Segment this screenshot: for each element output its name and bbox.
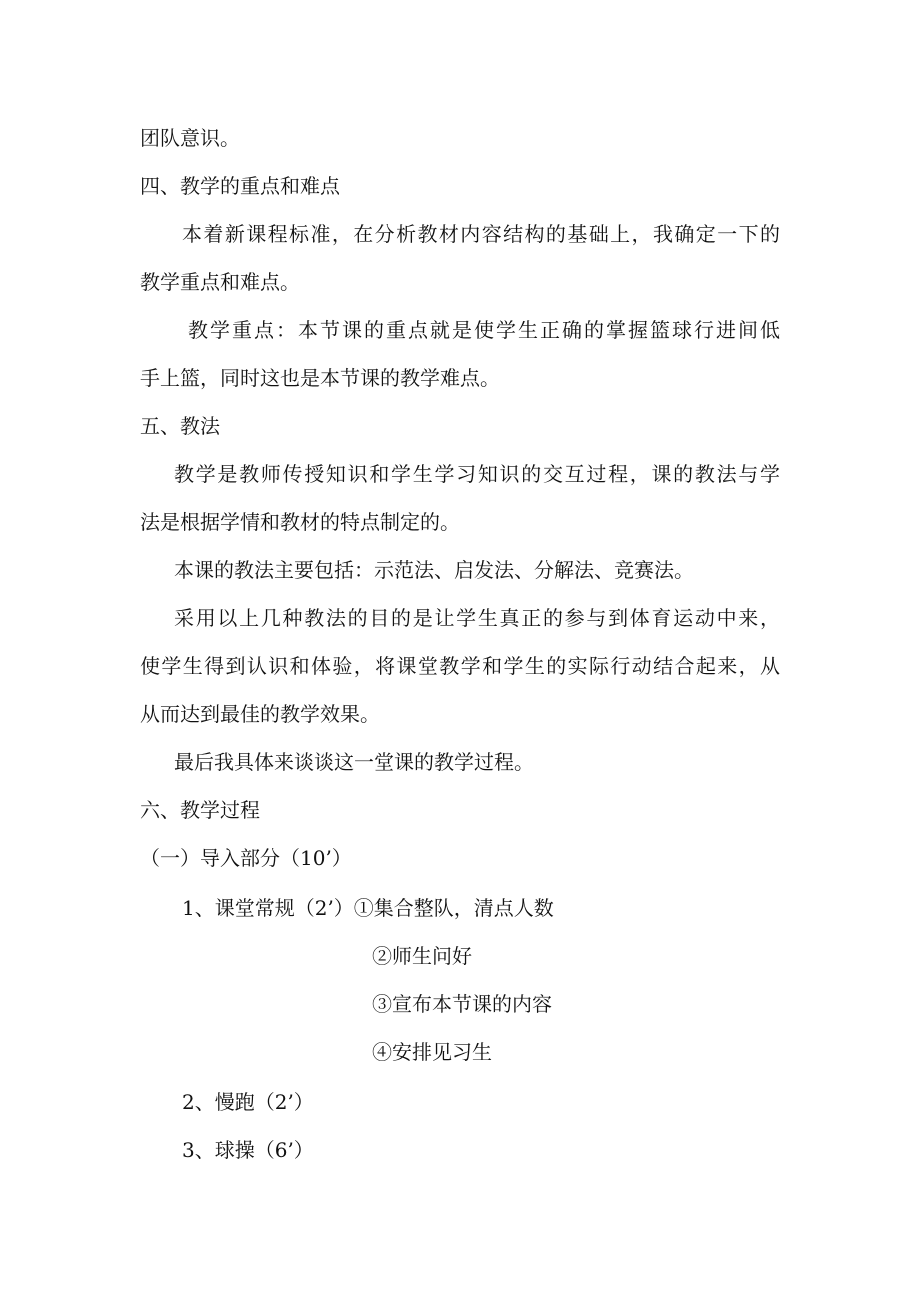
list-item: 3、球操（6’） bbox=[182, 1138, 314, 1162]
text-line: 最后我具体来谈谈这一堂课的教学过程。 bbox=[174, 750, 534, 774]
text-line: 本着新课程标准，在分析教材内容结构的基础上，我确定一下的 bbox=[182, 222, 780, 246]
text-line: 教学重点和难点。 bbox=[140, 270, 300, 294]
text-line: 教学是教师传授知识和学生学习知识的交互过程，课的教法与学 bbox=[174, 462, 780, 486]
text-line: 本课的教法主要包括：示范法、启发法、分解法、竞赛法。 bbox=[174, 558, 694, 582]
section-heading: 四、教学的重点和难点 bbox=[140, 174, 340, 198]
text-line: 使学生得到认识和体验，将课堂教学和学生的实际行动结合起来，从 bbox=[140, 654, 780, 678]
text-line: 团队意识。 bbox=[140, 126, 240, 150]
list-item: 2、慢跑（2’） bbox=[182, 1090, 314, 1114]
text-line: 法是根据学情和教材的特点制定的。 bbox=[140, 510, 460, 534]
list-item: ④安排见习生 bbox=[372, 1040, 492, 1064]
subsection-heading: （一）导入部分（10’） bbox=[140, 846, 352, 870]
text-line: 从而达到最佳的教学效果。 bbox=[140, 702, 380, 726]
text-line: 教学重点：本节课的重点就是使学生正确的掌握篮球行进间低 bbox=[188, 318, 780, 342]
list-item: 1、课堂常规（2’）①集合整队，清点人数 bbox=[182, 896, 554, 920]
section-heading: 五、教法 bbox=[140, 414, 220, 438]
list-item: ③宣布本节课的内容 bbox=[372, 992, 552, 1016]
list-item: ②师生问好 bbox=[372, 944, 472, 968]
text-line: 手上篮，同时这也是本节课的教学难点。 bbox=[140, 366, 500, 390]
section-heading: 六、教学过程 bbox=[140, 798, 260, 822]
text-line: 采用以上几种教法的目的是让学生真正的参与到体育运动中来， bbox=[174, 606, 780, 630]
